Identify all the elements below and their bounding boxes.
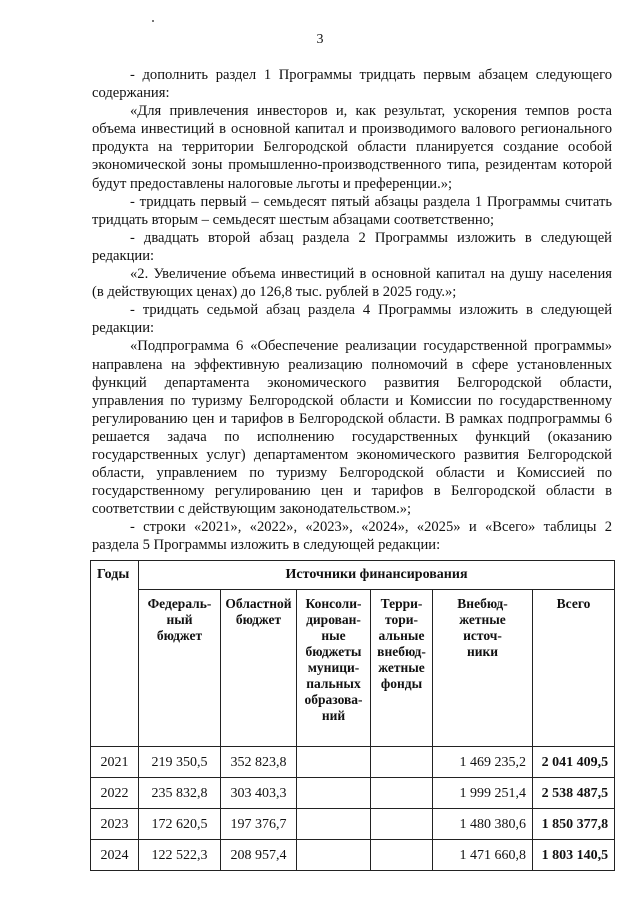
cell-municipal <box>297 778 371 809</box>
table-row <box>91 809 615 840</box>
cell-regional: 352 823,8 <box>221 747 297 778</box>
cell-year: 2021 <box>91 747 139 778</box>
header-regional: Областной бюджет <box>221 590 297 747</box>
header-years: Годы <box>91 561 139 747</box>
cell-federal: 122 522,3 <box>139 840 221 871</box>
cell-year: 2022 <box>91 778 139 809</box>
cell-regional: 208 957,4 <box>221 840 297 871</box>
cell-regional: 303 403,3 <box>221 778 297 809</box>
cell-extrabudget: 1 480 380,6 <box>433 809 533 840</box>
header-territorial: Терри- тори- альные внебюд- жетные фонды <box>371 590 433 747</box>
header-total: Всего <box>533 590 615 747</box>
paragraph-4: - двадцать второй абзац раздела 2 Программы изложить в следующей редакции: <box>92 229 612 264</box>
cell-federal: 219 350,5 <box>139 747 221 778</box>
cell-territorial <box>371 840 433 871</box>
cell-municipal <box>297 840 371 871</box>
paragraph-7: «Подпрограмма 6 «Обеспечение реализации государственной программы» направлена на эффективную реализацию полномочий в сфере установленных функций департамента экономического развития Белгородской области, управления по туризму Белгородской области и Комиссии по государственному регулированию цен и тарифов в Белгородской области. В рамках подпрограммы 6 решается задача по исполнению государственных функций (оказанию государственных услуг) департаментом экономического развития Белгородской области, управлением по туризму Белгородской области и Комиссией по государственному регулированию цен и тарифов в Белгородской области в соответствии с действующим законодательством.»; <box>92 338 612 518</box>
table-row <box>91 778 615 809</box>
header-sources: Источники финансирования <box>139 561 615 590</box>
paragraph-3: - тридцать первый – семьдесят пятый абзацы раздела 1 Программы считать тридцать вторым – семьдесят шестым абзацами соответственно; <box>92 193 612 228</box>
header-municipal: Консоли- дирован- ные бюджеты муници- пальных образова- ний <box>297 590 371 747</box>
header-extrabudget: Внебюд- жетные источ- ники <box>433 590 533 747</box>
paragraph-1: - дополнить раздел 1 Программы тридцать первым абзацем следующего содержания: <box>92 67 612 102</box>
cell-extrabudget: 1 999 251,4 <box>433 778 533 809</box>
paragraph-5: «2. Увеличение объема инвестиций в основной капитал на душу населения (в действующих ценах) до 126,8 тыс. рублей в 2025 году.»; <box>92 266 612 301</box>
cell-extrabudget: 1 471 660,8 <box>433 840 533 871</box>
cell-territorial <box>371 809 433 840</box>
scan-speck <box>152 20 154 22</box>
cell-total: 1 803 140,5 <box>533 840 615 871</box>
cell-municipal <box>297 809 371 840</box>
table-row <box>91 747 615 778</box>
cell-extrabudget: 1 469 235,2 <box>433 747 533 778</box>
cell-federal: 235 832,8 <box>139 778 221 809</box>
cell-total: 2 538 487,5 <box>533 778 615 809</box>
cell-federal: 172 620,5 <box>139 809 221 840</box>
page-number: 3 <box>316 32 324 47</box>
cell-total: 2 041 409,5 <box>533 747 615 778</box>
cell-total: 1 850 377,8 <box>533 809 615 840</box>
document-body <box>92 66 612 555</box>
cell-year: 2023 <box>91 809 139 840</box>
table-row <box>91 840 615 871</box>
cell-territorial <box>371 747 433 778</box>
cell-territorial <box>371 778 433 809</box>
header-federal: Федераль- ный бюджет <box>139 590 221 747</box>
cell-regional: 197 376,7 <box>221 809 297 840</box>
cell-year: 2024 <box>91 840 139 871</box>
paragraph-8: - строки «2021», «2022», «2023», «2024», «2025» и «Всего» таблицы 2 раздела 5 Программы изложить в следующей редакции: <box>92 519 612 554</box>
financing-table <box>90 560 615 871</box>
paragraph-6: - тридцать седьмой абзац раздела 4 Программы изложить в следующей редакции: <box>92 302 612 337</box>
cell-municipal <box>297 747 371 778</box>
paragraph-2: «Для привлечения инвесторов и, как результат, ускорения темпов роста объема инвестиций в основной капитал и производимого валового регионального продукта на территории Белгородской области планируется создание особой экономической зоны промышленно-производственного типа, резидентам которой будут предоставлены налоговые льготы и преференции.»; <box>92 103 612 192</box>
